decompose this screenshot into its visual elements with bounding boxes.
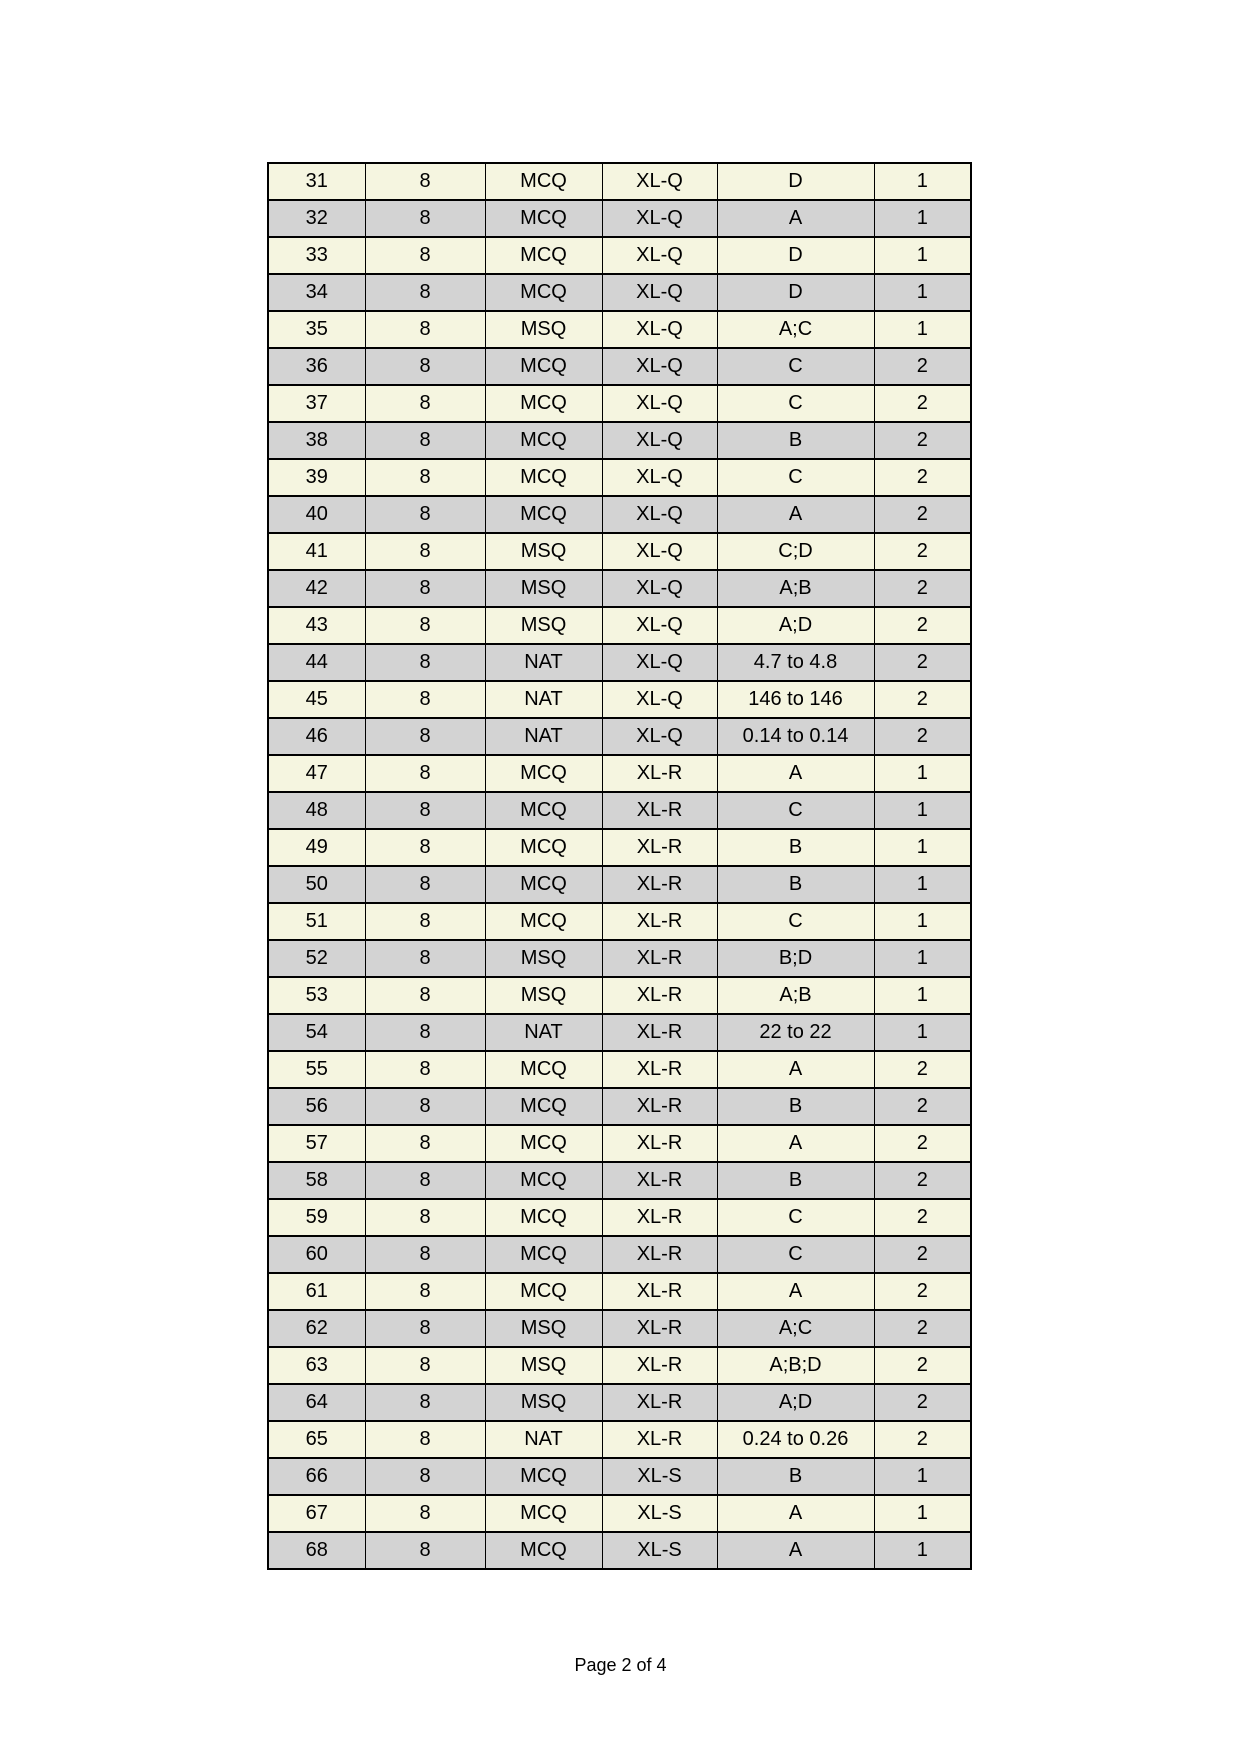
section-cell: XL-R <box>602 1014 717 1051</box>
section-cell: XL-Q <box>602 385 717 422</box>
question-number-cell: 57 <box>268 1125 365 1162</box>
section-cell: XL-R <box>602 1162 717 1199</box>
table-row <box>268 459 971 496</box>
question-number-cell: 36 <box>268 348 365 385</box>
question-number-cell: 55 <box>268 1051 365 1088</box>
marks-cell: 2 <box>874 459 971 496</box>
answer-key-table-body <box>268 163 971 1569</box>
section-cell: XL-R <box>602 1199 717 1236</box>
section-cell: XL-R <box>602 903 717 940</box>
session-cell: 8 <box>365 903 485 940</box>
question-number-cell: 51 <box>268 903 365 940</box>
section-cell: XL-R <box>602 866 717 903</box>
section-cell: XL-Q <box>602 459 717 496</box>
answer-key-cell: A;D <box>717 607 874 644</box>
marks-cell: 2 <box>874 1310 971 1347</box>
section-cell: XL-R <box>602 755 717 792</box>
question-number-cell: 46 <box>268 718 365 755</box>
marks-cell: 2 <box>874 1421 971 1458</box>
question-number-cell: 53 <box>268 977 365 1014</box>
question-type-cell: NAT <box>485 681 602 718</box>
session-cell: 8 <box>365 1347 485 1384</box>
table-row <box>268 755 971 792</box>
question-type-cell: MCQ <box>485 1125 602 1162</box>
question-type-cell: MSQ <box>485 977 602 1014</box>
question-number-cell: 60 <box>268 1236 365 1273</box>
answer-key-cell: A;B <box>717 570 874 607</box>
answer-key-cell: A <box>717 755 874 792</box>
answer-key-cell: A;D <box>717 1384 874 1421</box>
question-type-cell: MCQ <box>485 348 602 385</box>
section-cell: XL-Q <box>602 348 717 385</box>
marks-cell: 1 <box>874 237 971 274</box>
question-number-cell: 63 <box>268 1347 365 1384</box>
table-row <box>268 1532 971 1569</box>
marks-cell: 1 <box>874 1495 971 1532</box>
question-number-cell: 43 <box>268 607 365 644</box>
question-number-cell: 62 <box>268 1310 365 1347</box>
question-number-cell: 35 <box>268 311 365 348</box>
answer-key-cell: C <box>717 385 874 422</box>
question-number-cell: 42 <box>268 570 365 607</box>
answer-key-cell: B <box>717 1458 874 1495</box>
session-cell: 8 <box>365 1014 485 1051</box>
marks-cell: 1 <box>874 903 971 940</box>
section-cell: XL-R <box>602 1051 717 1088</box>
table-row <box>268 200 971 237</box>
session-cell: 8 <box>365 1199 485 1236</box>
marks-cell: 2 <box>874 1199 971 1236</box>
table-row <box>268 422 971 459</box>
question-type-cell: MSQ <box>485 607 602 644</box>
marks-cell: 2 <box>874 422 971 459</box>
question-number-cell: 40 <box>268 496 365 533</box>
question-number-cell: 34 <box>268 274 365 311</box>
question-type-cell: MSQ <box>485 1384 602 1421</box>
session-cell: 8 <box>365 163 485 200</box>
session-cell: 8 <box>365 533 485 570</box>
question-type-cell: MCQ <box>485 1199 602 1236</box>
marks-cell: 1 <box>874 977 971 1014</box>
question-type-cell: MCQ <box>485 496 602 533</box>
section-cell: XL-Q <box>602 607 717 644</box>
session-cell: 8 <box>365 718 485 755</box>
answer-key-cell: A <box>717 1532 874 1569</box>
answer-key-cell: B;D <box>717 940 874 977</box>
table-row <box>268 1088 971 1125</box>
answer-key-cell: C;D <box>717 533 874 570</box>
question-type-cell: MCQ <box>485 792 602 829</box>
marks-cell: 1 <box>874 755 971 792</box>
session-cell: 8 <box>365 940 485 977</box>
question-number-cell: 47 <box>268 755 365 792</box>
answer-key-cell: B <box>717 1162 874 1199</box>
session-cell: 8 <box>365 792 485 829</box>
section-cell: XL-R <box>602 1125 717 1162</box>
session-cell: 8 <box>365 348 485 385</box>
session-cell: 8 <box>365 1125 485 1162</box>
table-row <box>268 496 971 533</box>
question-number-cell: 37 <box>268 385 365 422</box>
marks-cell: 2 <box>874 681 971 718</box>
question-type-cell: MSQ <box>485 1310 602 1347</box>
session-cell: 8 <box>365 422 485 459</box>
table-row <box>268 570 971 607</box>
question-number-cell: 50 <box>268 866 365 903</box>
table-row <box>268 385 971 422</box>
session-cell: 8 <box>365 977 485 1014</box>
question-type-cell: MSQ <box>485 311 602 348</box>
question-type-cell: MCQ <box>485 1088 602 1125</box>
section-cell: XL-Q <box>602 422 717 459</box>
table-row <box>268 866 971 903</box>
marks-cell: 2 <box>874 1051 971 1088</box>
question-type-cell: MCQ <box>485 1532 602 1569</box>
question-number-cell: 33 <box>268 237 365 274</box>
table-row <box>268 1495 971 1532</box>
table-row <box>268 163 971 200</box>
question-number-cell: 32 <box>268 200 365 237</box>
question-number-cell: 54 <box>268 1014 365 1051</box>
answer-key-cell: A;C <box>717 1310 874 1347</box>
section-cell: XL-R <box>602 1384 717 1421</box>
section-cell: XL-Q <box>602 496 717 533</box>
question-number-cell: 31 <box>268 163 365 200</box>
answer-key-cell: D <box>717 274 874 311</box>
marks-cell: 2 <box>874 1088 971 1125</box>
question-type-cell: MSQ <box>485 570 602 607</box>
marks-cell: 2 <box>874 1236 971 1273</box>
section-cell: XL-Q <box>602 311 717 348</box>
answer-key-cell: 0.14 to 0.14 <box>717 718 874 755</box>
question-number-cell: 48 <box>268 792 365 829</box>
answer-key-cell: D <box>717 163 874 200</box>
table-row <box>268 1273 971 1310</box>
question-type-cell: NAT <box>485 1014 602 1051</box>
table-row <box>268 1421 971 1458</box>
marks-cell: 1 <box>874 1532 971 1569</box>
answer-key-cell: B <box>717 866 874 903</box>
section-cell: XL-Q <box>602 644 717 681</box>
marks-cell: 2 <box>874 1384 971 1421</box>
table-row <box>268 792 971 829</box>
question-type-cell: MCQ <box>485 200 602 237</box>
marks-cell: 1 <box>874 866 971 903</box>
section-cell: XL-Q <box>602 200 717 237</box>
section-cell: XL-R <box>602 829 717 866</box>
table-row <box>268 274 971 311</box>
section-cell: XL-Q <box>602 570 717 607</box>
answer-key-cell: A <box>717 1273 874 1310</box>
marks-cell: 1 <box>874 274 971 311</box>
table-row <box>268 644 971 681</box>
question-type-cell: MCQ <box>485 274 602 311</box>
session-cell: 8 <box>365 607 485 644</box>
marks-cell: 1 <box>874 940 971 977</box>
table-row <box>268 1014 971 1051</box>
question-type-cell: MCQ <box>485 1236 602 1273</box>
section-cell: XL-Q <box>602 274 717 311</box>
marks-cell: 2 <box>874 1273 971 1310</box>
section-cell: XL-R <box>602 1273 717 1310</box>
table-row <box>268 718 971 755</box>
session-cell: 8 <box>365 1051 485 1088</box>
question-number-cell: 66 <box>268 1458 365 1495</box>
question-type-cell: MCQ <box>485 1162 602 1199</box>
marks-cell: 2 <box>874 385 971 422</box>
question-type-cell: MCQ <box>485 866 602 903</box>
page-number: Page 2 of 4 <box>574 1655 667 1675</box>
session-cell: 8 <box>365 1236 485 1273</box>
session-cell: 8 <box>365 1088 485 1125</box>
section-cell: XL-R <box>602 1088 717 1125</box>
question-number-cell: 65 <box>268 1421 365 1458</box>
marks-cell: 2 <box>874 533 971 570</box>
question-type-cell: MCQ <box>485 237 602 274</box>
section-cell: XL-R <box>602 1347 717 1384</box>
section-cell: XL-S <box>602 1495 717 1532</box>
section-cell: XL-R <box>602 792 717 829</box>
table-row <box>268 533 971 570</box>
question-type-cell: MCQ <box>485 1051 602 1088</box>
section-cell: XL-R <box>602 1421 717 1458</box>
question-type-cell: NAT <box>485 718 602 755</box>
section-cell: XL-Q <box>602 163 717 200</box>
session-cell: 8 <box>365 570 485 607</box>
marks-cell: 2 <box>874 1347 971 1384</box>
session-cell: 8 <box>365 1310 485 1347</box>
table-row <box>268 903 971 940</box>
marks-cell: 1 <box>874 163 971 200</box>
marks-cell: 1 <box>874 792 971 829</box>
session-cell: 8 <box>365 1273 485 1310</box>
question-type-cell: MCQ <box>485 459 602 496</box>
question-number-cell: 45 <box>268 681 365 718</box>
marks-cell: 1 <box>874 829 971 866</box>
question-type-cell: NAT <box>485 1421 602 1458</box>
session-cell: 8 <box>365 755 485 792</box>
section-cell: XL-S <box>602 1532 717 1569</box>
question-number-cell: 61 <box>268 1273 365 1310</box>
table-row <box>268 607 971 644</box>
section-cell: XL-Q <box>602 237 717 274</box>
answer-key-cell: C <box>717 903 874 940</box>
question-number-cell: 41 <box>268 533 365 570</box>
session-cell: 8 <box>365 496 485 533</box>
table-row <box>268 1310 971 1347</box>
table-row <box>268 977 971 1014</box>
question-number-cell: 38 <box>268 422 365 459</box>
answer-key-cell: A <box>717 496 874 533</box>
marks-cell: 2 <box>874 1162 971 1199</box>
answer-key-cell: A;C <box>717 311 874 348</box>
marks-cell: 2 <box>874 496 971 533</box>
answer-key-cell: D <box>717 237 874 274</box>
answer-key-cell: A <box>717 200 874 237</box>
table-row <box>268 1347 971 1384</box>
question-type-cell: MCQ <box>485 903 602 940</box>
table-row <box>268 681 971 718</box>
answer-key-cell: C <box>717 459 874 496</box>
marks-cell: 2 <box>874 1125 971 1162</box>
answer-key-cell: 4.7 to 4.8 <box>717 644 874 681</box>
section-cell: XL-S <box>602 1458 717 1495</box>
question-type-cell: MCQ <box>485 1495 602 1532</box>
section-cell: XL-R <box>602 940 717 977</box>
answer-key-cell: A;B <box>717 977 874 1014</box>
table-row <box>268 1051 971 1088</box>
question-number-cell: 44 <box>268 644 365 681</box>
table-row <box>268 348 971 385</box>
answer-key-cell: C <box>717 348 874 385</box>
table-row <box>268 1199 971 1236</box>
session-cell: 8 <box>365 1495 485 1532</box>
answer-key-cell: C <box>717 1236 874 1273</box>
question-number-cell: 64 <box>268 1384 365 1421</box>
session-cell: 8 <box>365 1458 485 1495</box>
session-cell: 8 <box>365 237 485 274</box>
section-cell: XL-R <box>602 977 717 1014</box>
answer-key-cell: C <box>717 792 874 829</box>
answer-key-cell: C <box>717 1199 874 1236</box>
answer-key-cell: 146 to 146 <box>717 681 874 718</box>
answer-key-cell: B <box>717 829 874 866</box>
session-cell: 8 <box>365 829 485 866</box>
section-cell: XL-Q <box>602 681 717 718</box>
table-row <box>268 1458 971 1495</box>
question-type-cell: MCQ <box>485 422 602 459</box>
marks-cell: 2 <box>874 607 971 644</box>
question-number-cell: 59 <box>268 1199 365 1236</box>
session-cell: 8 <box>365 385 485 422</box>
question-type-cell: MCQ <box>485 163 602 200</box>
question-type-cell: NAT <box>485 644 602 681</box>
session-cell: 8 <box>365 681 485 718</box>
table-row <box>268 1384 971 1421</box>
table-row <box>268 1162 971 1199</box>
question-number-cell: 39 <box>268 459 365 496</box>
question-type-cell: MCQ <box>485 1458 602 1495</box>
question-number-cell: 67 <box>268 1495 365 1532</box>
marks-cell: 1 <box>874 200 971 237</box>
question-number-cell: 56 <box>268 1088 365 1125</box>
session-cell: 8 <box>365 644 485 681</box>
answer-key-cell: B <box>717 422 874 459</box>
question-type-cell: MSQ <box>485 940 602 977</box>
answer-key-cell: A <box>717 1051 874 1088</box>
section-cell: XL-R <box>602 1310 717 1347</box>
question-number-cell: 49 <box>268 829 365 866</box>
question-type-cell: MCQ <box>485 385 602 422</box>
session-cell: 8 <box>365 200 485 237</box>
session-cell: 8 <box>365 311 485 348</box>
question-type-cell: MSQ <box>485 533 602 570</box>
table-row <box>268 1125 971 1162</box>
answer-key-table <box>267 162 972 1570</box>
answer-key-cell: A <box>717 1495 874 1532</box>
table-row <box>268 237 971 274</box>
answer-key-cell: 0.24 to 0.26 <box>717 1421 874 1458</box>
table-row <box>268 1236 971 1273</box>
answer-key-cell: B <box>717 1088 874 1125</box>
marks-cell: 1 <box>874 1014 971 1051</box>
session-cell: 8 <box>365 866 485 903</box>
answer-key-cell: A <box>717 1125 874 1162</box>
question-type-cell: MCQ <box>485 755 602 792</box>
marks-cell: 1 <box>874 311 971 348</box>
marks-cell: 2 <box>874 644 971 681</box>
answer-key-cell: A;B;D <box>717 1347 874 1384</box>
question-number-cell: 68 <box>268 1532 365 1569</box>
question-number-cell: 52 <box>268 940 365 977</box>
marks-cell: 2 <box>874 718 971 755</box>
table-row <box>268 940 971 977</box>
section-cell: XL-R <box>602 1236 717 1273</box>
table-row <box>268 829 971 866</box>
marks-cell: 2 <box>874 570 971 607</box>
session-cell: 8 <box>365 459 485 496</box>
session-cell: 8 <box>365 1421 485 1458</box>
marks-cell: 2 <box>874 348 971 385</box>
session-cell: 8 <box>365 1162 485 1199</box>
table-row <box>268 311 971 348</box>
answer-key-cell: 22 to 22 <box>717 1014 874 1051</box>
question-type-cell: MSQ <box>485 1347 602 1384</box>
section-cell: XL-Q <box>602 718 717 755</box>
question-number-cell: 58 <box>268 1162 365 1199</box>
question-type-cell: MCQ <box>485 1273 602 1310</box>
session-cell: 8 <box>365 1532 485 1569</box>
section-cell: XL-Q <box>602 533 717 570</box>
marks-cell: 1 <box>874 1458 971 1495</box>
session-cell: 8 <box>365 274 485 311</box>
question-type-cell: MCQ <box>485 829 602 866</box>
session-cell: 8 <box>365 1384 485 1421</box>
